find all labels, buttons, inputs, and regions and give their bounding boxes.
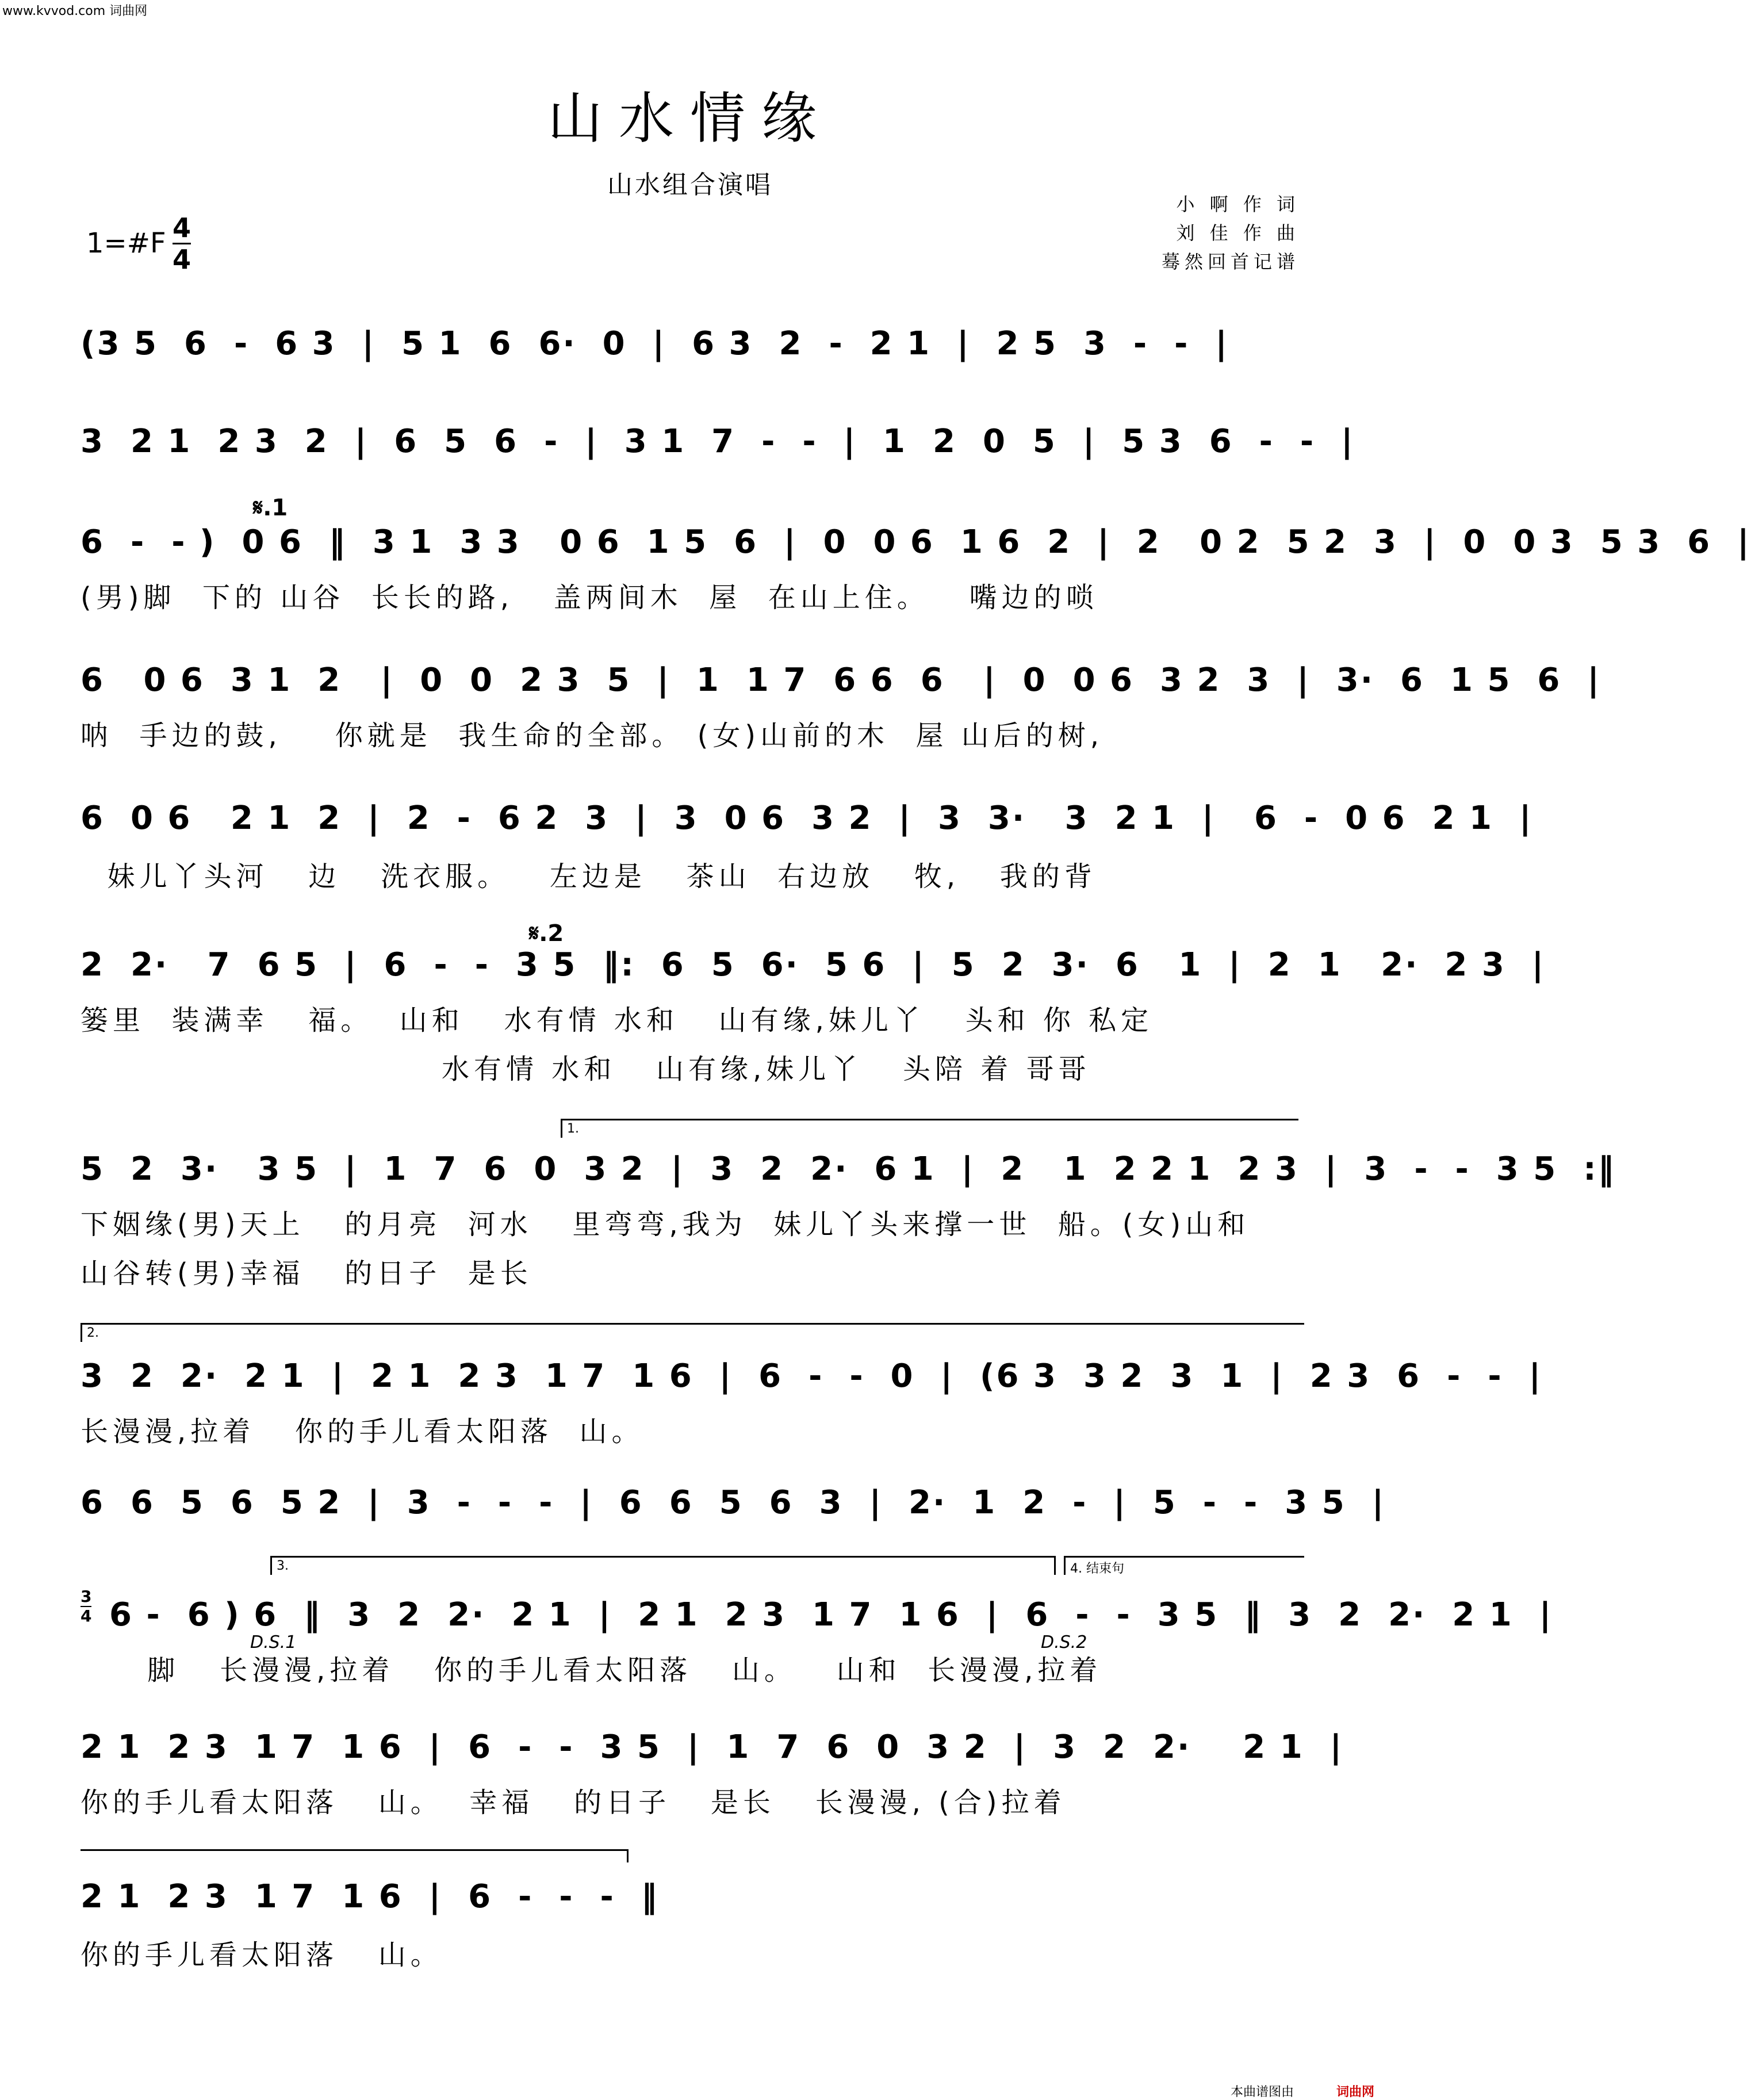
time-change-numerator: 3 <box>81 1587 92 1606</box>
lyric-line-10: 脚 长漫漫,拉着 你的手儿看太阳落 山。 山和 长漫漫,拉着 <box>81 1654 1102 1686</box>
site-url: www.kvvod.com 词曲网 <box>2 4 148 18</box>
time-change-denominator: 4 <box>81 1606 92 1625</box>
lyric-line-3: (男)脚 下的 山谷 长长的路, 盖两间木 屋 在山上住。 嘴边的唢 <box>81 582 1098 614</box>
composer-credit: 刘 佳 作 曲 <box>1176 222 1300 244</box>
notation-line-9: 6 6 5 6 5 2 | 3 - - - | 6 6 5 6 3 | 2· 1 2 - | 5 - - 3 5 | <box>81 1484 1386 1521</box>
segno-2-mark: 𝄋.2 <box>529 920 564 947</box>
volta-fourth-label: 4. 结束句 <box>1070 1562 1124 1576</box>
volta-first-label: 1. <box>567 1122 579 1136</box>
notation-line-6: 2 2· 7 6 5 | 6 - - 3 5 ‖: 6 5 6· 5 6 | 5 2 3· 6 1 | 2 1 2· 2 3 | <box>81 946 1546 984</box>
lyric-line-6a: 篓里 装满幸 福。 山和 水有情 水和 山有缘,妹儿丫 头和 你 私定 <box>81 1004 1154 1036</box>
lyric-line-12: 你的手儿看太阳落 山。 <box>81 1939 443 1971</box>
credits <box>1162 190 1300 276</box>
notation-line-11: 2 1 2 3 1 7 1 6 | 6 - - 3 5 | 1 7 6 0 3 2 | 3 2 2· 2 1 | <box>81 1728 1344 1766</box>
notation-line-5: 6 0 6 2 1 2 | 2 - 6 2 3 | 3 0 6 3 2 | 3 3· 3 2 1 | 6 - 0 6 2 1 | <box>81 800 1533 837</box>
lyric-line-7a: 下姻缘(男)天上 的月亮 河水 里弯弯,我为 妹儿丫头来撑一世 船。(女)山和 <box>81 1208 1250 1241</box>
lyric-line-4: 呐 手边的鼓, 你就是 我生命的全部。 (女)山前的木 屋 山后的树, <box>81 720 1104 752</box>
notation-line-10: 6 - 6 ) 6 ‖ 3 2 2· 2 1 | 2 1 2 3 1 7 1 6 | 6 - - 3 5 ‖ 3 2 2· 2 1 | <box>109 1596 1553 1634</box>
time-sig-numerator: 4 <box>173 212 191 243</box>
ds2-mark: D.S.2 <box>1041 1632 1087 1653</box>
notation-line-7: 5 2 3· 3 5 | 1 7 6 0 3 2 | 3 2 2· 6 1 | 2 1 2 2 1 2 3 | 3 - - 3 5 :‖ <box>81 1150 1616 1188</box>
footer-site-logo: 词曲网 <box>1336 2085 1374 2099</box>
lyric-line-7b: 山谷转(男)幸福 的日子 是长 <box>81 1257 532 1290</box>
lyricist-credit: 小 啊 作 词 <box>1176 193 1300 215</box>
notation-line-8: 3 2 2· 2 1 | 2 1 2 3 1 7 1 6 | 6 - - 0 | (6 3 3 2 3 1 | 2 3 6 - - | <box>81 1357 1543 1395</box>
notation-line-12: 2 1 2 3 1 7 1 6 | 6 - - - ‖ <box>81 1878 659 1915</box>
song-title: 山水情缘 <box>547 86 833 151</box>
time-signature <box>173 213 191 274</box>
volta-third-label: 3. <box>277 1559 289 1573</box>
transcriber-credit: 蓦然回首记谱 <box>1161 251 1300 273</box>
lyric-line-5: 妹儿丫头河 边 洗衣服。 左边是 茶山 右边放 牧, 我的背 <box>81 860 1097 893</box>
time-sig-denominator: 4 <box>173 244 191 275</box>
lyric-line-11: 你的手儿看太阳落 山。 幸福 的日子 是长 长漫漫, (合)拉着 <box>81 1787 1066 1819</box>
volta-first-ending <box>561 1119 1298 1138</box>
key-signature: 1=#F <box>86 227 166 259</box>
final-bracket <box>81 1849 629 1862</box>
segno-1-mark: 𝄋.1 <box>253 495 288 521</box>
volta-third-ending <box>270 1556 1056 1575</box>
time-change-3-4 <box>81 1588 91 1625</box>
ds1-mark: D.S.1 <box>250 1632 297 1653</box>
lyric-line-8: 长漫漫,拉着 你的手儿看太阳落 山。 <box>81 1416 644 1448</box>
volta-second-label: 2. <box>87 1326 99 1340</box>
notation-line-4: 6 0 6 3 1 2 | 0 0 2 3 5 | 1 1 7 6 6 6 | 0 0 6 3 2 3 | 3· 6 1 5 6 | <box>81 661 1601 699</box>
lyric-line-6b: 水有情 水和 山有缘,妹儿丫 头陪 着 哥哥 <box>81 1053 1091 1085</box>
notation-line-2: 3 2 1 2 3 2 | 6 5 6 - | 3 1 7 - - | 1 2 0 5 | 5 3 6 - - | <box>81 423 1355 460</box>
notation-line-1: (3 5 6 - 6 3 | 5 1 6 6· 0 | 6 3 2 - 2 1 | 2 5 3 - - | <box>81 325 1229 362</box>
volta-fourth-ending <box>1064 1556 1304 1575</box>
footer-left-mark: 本曲谱图由 <box>1230 2085 1294 2099</box>
notation-line-3: 6 - - ) 0 6 ‖ 3 1 3 3 0 6 1 5 6 | 0 0 6 1 6 2 | 2 0 2 5 2 3 | 0 0 3 5 3 6 | <box>81 523 1751 561</box>
volta-second-ending <box>81 1323 1304 1342</box>
performer-subtitle: 山水组合演唱 <box>607 170 773 200</box>
